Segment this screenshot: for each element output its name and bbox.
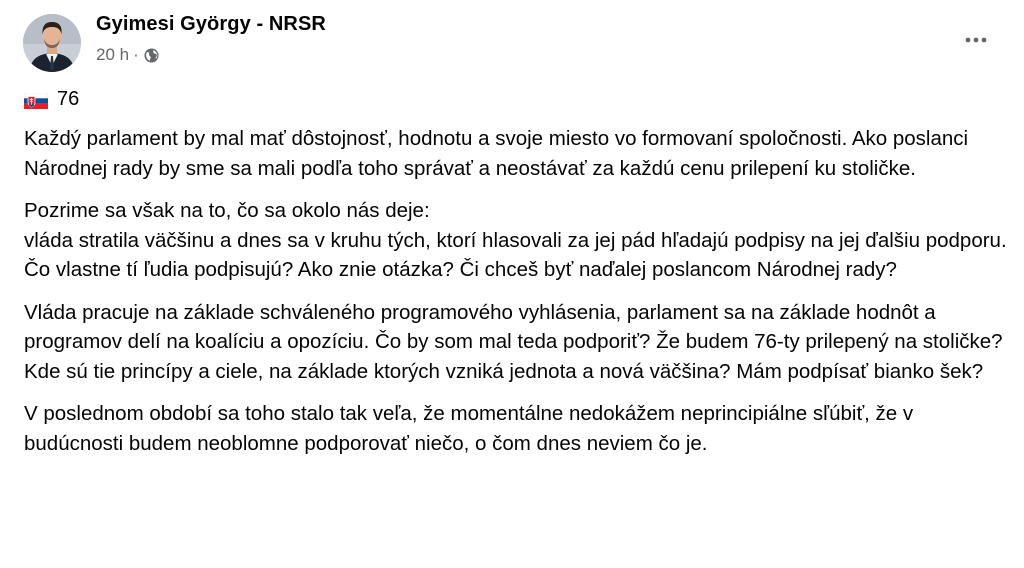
avatar[interactable]: [23, 14, 81, 72]
post-body: [24, 124, 1009, 471]
meta-separator: ·: [133, 45, 139, 64]
post-paragraph: Vláda pracuje na základe schváleného programového vyhlásenia, parlament sa na základe hodnôt a programov delí na koalíciu a opozíciu. Čo by som mal teda podporiť? Že budem 76-ty prilepený na stoličke? Kde sú tie princípy a ciele, na základe ktorých vzniká jednota a nová väčšina? Mám podpísať bianko šek?: [24, 300, 1003, 383]
globe-icon: [144, 48, 159, 63]
more-options-button[interactable]: [958, 22, 994, 58]
flag-line: [24, 88, 79, 111]
post-timestamp[interactable]: 20 h: [96, 45, 130, 64]
flag-line-text: 76: [57, 88, 80, 110]
post-paragraph: Pozrime sa však na to, čo sa okolo nás deje: vláda stratila väčšinu a dnes sa v kruhu tých, ktorí hlasovali za jej pád hľadajú podpisy na jej ďalšiu podporu. Čo vlastne tí ľudia podpisujú? Ako znie otázka? Či chceš byť naďalej poslancom Národnej rady?: [24, 199, 1007, 281]
avatar-photo: [23, 14, 81, 72]
post-paragraph: Každý parlament by mal mať dôstojnosť, hodnotu a svoje miesto vo formovaní spoločnosti. Ako poslanci Národnej rady by sme sa mali podľa toho správať a neostávať za každú cenu prilepení ku stoličke.: [24, 127, 969, 180]
slovakia-flag-icon: [24, 92, 48, 108]
author-name[interactable]: Gyimesi György - NRSR: [96, 13, 326, 35]
more-options-icon: [965, 37, 987, 43]
post-meta: [96, 45, 159, 65]
post-paragraph: V poslednom období sa toho stalo tak veľa, že momentálne nedokážem neprincipiálne sľúbiť, že v budúcnosti budem neoblomne podporovať niečo, o čom dnes neviem čo je.: [24, 402, 914, 455]
